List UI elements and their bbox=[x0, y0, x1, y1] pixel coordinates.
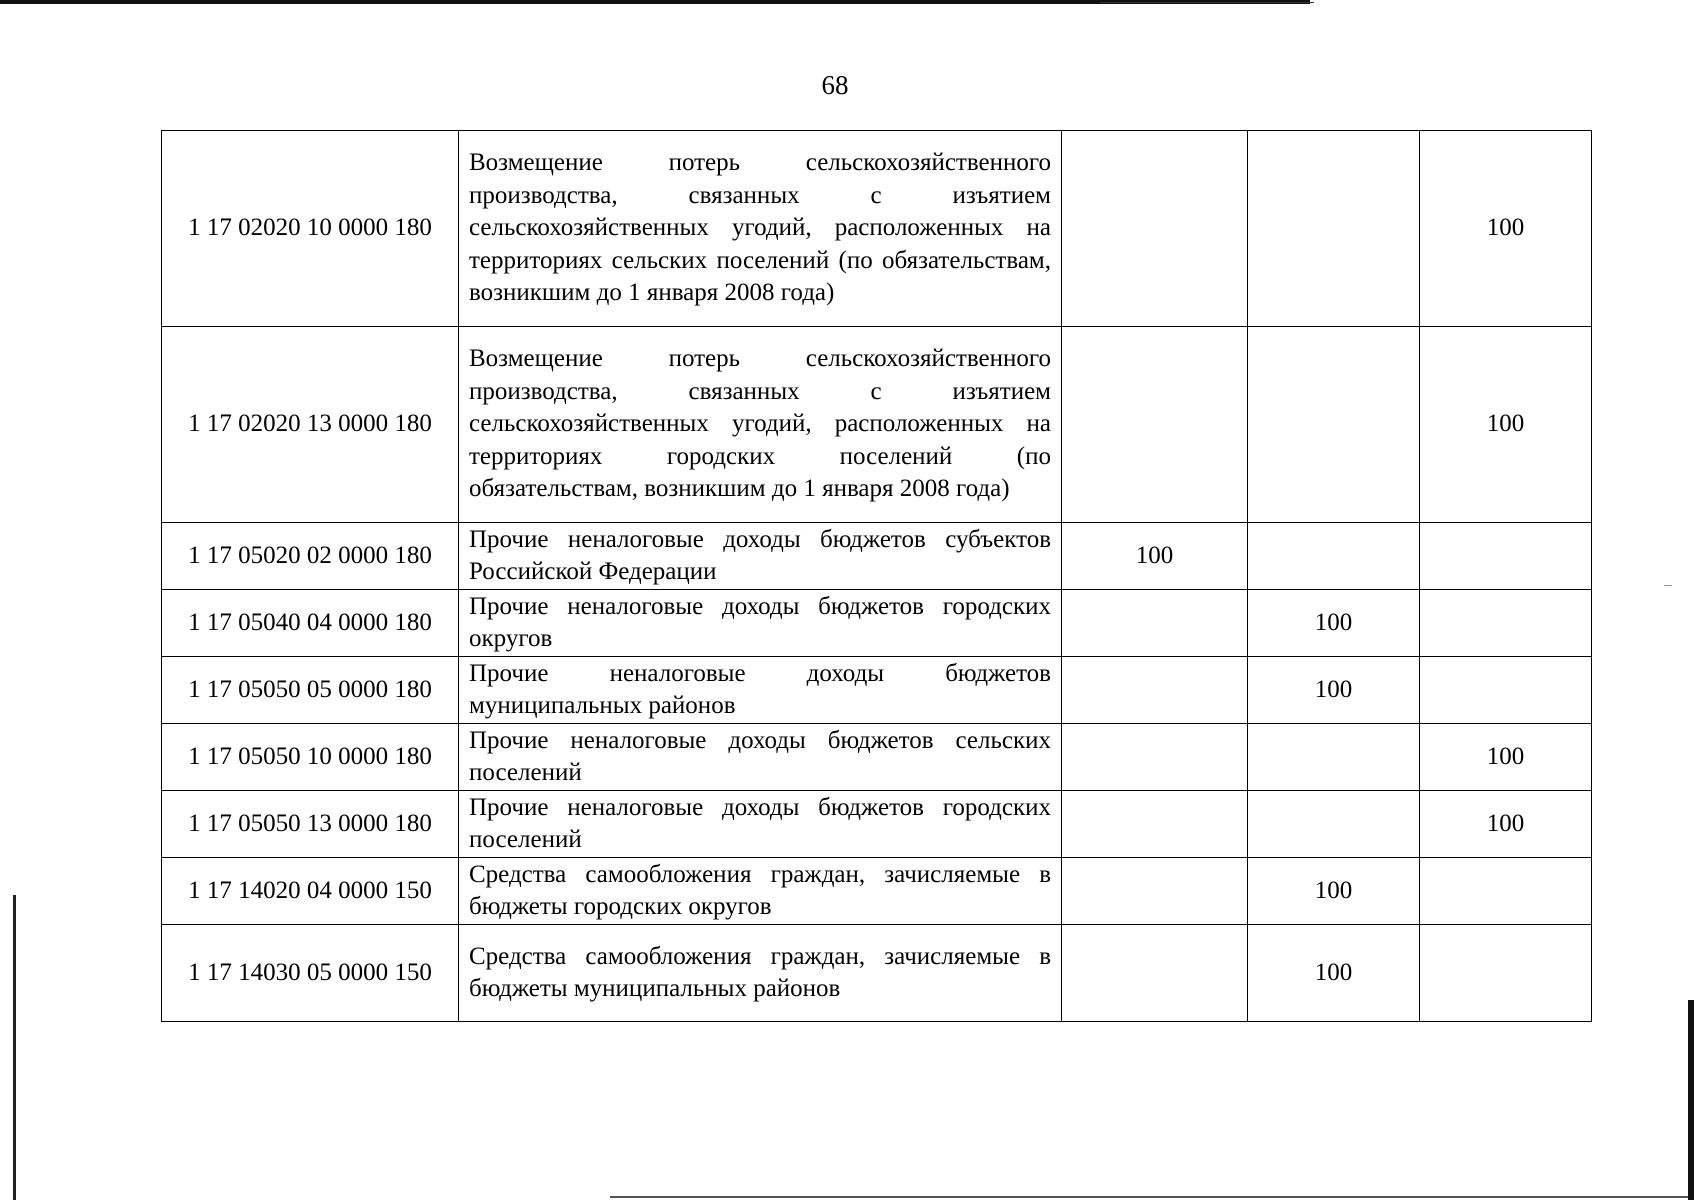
value-cell-2: 100 bbox=[1248, 925, 1420, 1022]
value-cell-1 bbox=[1062, 590, 1248, 657]
value-cell-2 bbox=[1248, 131, 1420, 327]
revenue-code: 1 17 02020 10 0000 180 bbox=[162, 131, 459, 327]
revenue-code: 1 17 14020 04 0000 150 bbox=[162, 858, 459, 925]
revenue-code: 1 17 05040 04 0000 180 bbox=[162, 590, 459, 657]
value-cell-3: 100 bbox=[1420, 724, 1592, 791]
value-cell-3: 100 bbox=[1420, 327, 1592, 523]
value-cell-3 bbox=[1420, 523, 1592, 590]
page-number: 68 bbox=[821, 70, 849, 100]
description-text: Прочие неналоговые доходы бюджетов субъектов Российской Федерации bbox=[469, 525, 1051, 585]
revenue-code: 1 17 05020 02 0000 180 bbox=[162, 523, 459, 590]
revenue-description bbox=[459, 590, 1062, 657]
revenue-description bbox=[459, 858, 1062, 925]
scan-edge-top-thin bbox=[1100, 2, 1314, 3]
revenue-description bbox=[459, 925, 1062, 1022]
value-cell-1 bbox=[1062, 657, 1248, 724]
value-cell-1 bbox=[1062, 858, 1248, 925]
table-row bbox=[162, 724, 1592, 791]
scan-artifact bbox=[1664, 585, 1672, 586]
value-cell-2: 100 bbox=[1248, 858, 1420, 925]
description-text: Средства самообложения граждан, зачисляемые в бюджеты городских округов bbox=[469, 860, 1051, 920]
description-text: Прочие неналоговые доходы бюджетов городских округов bbox=[469, 592, 1051, 652]
description-text: Возмещение потерь сельскохозяйственного производства, связанных с изъятием сельскохозяйственных угодий, расположенных на территориях сельских поселений (по обязательствам, возникшим до 1 января 2008 года) bbox=[469, 149, 1051, 307]
value-cell-2 bbox=[1248, 791, 1420, 858]
value-cell-2 bbox=[1248, 523, 1420, 590]
value-cell-3: 100 bbox=[1420, 791, 1592, 858]
scan-edge-left bbox=[13, 895, 16, 1200]
description-text: Прочие неналоговые доходы бюджетов городских поселений bbox=[469, 793, 1051, 853]
value-cell-2 bbox=[1248, 724, 1420, 791]
value-cell-3 bbox=[1420, 657, 1592, 724]
value-cell-3: 100 bbox=[1420, 131, 1592, 327]
table-row bbox=[162, 523, 1592, 590]
revenue-description bbox=[459, 657, 1062, 724]
revenue-table bbox=[161, 130, 1592, 1022]
value-cell-1 bbox=[1062, 791, 1248, 858]
value-cell-1: 100 bbox=[1062, 523, 1248, 590]
revenue-description bbox=[459, 131, 1062, 327]
value-cell-2: 100 bbox=[1248, 657, 1420, 724]
revenue-description bbox=[459, 791, 1062, 858]
table-row bbox=[162, 657, 1592, 724]
revenue-code: 1 17 05050 13 0000 180 bbox=[162, 791, 459, 858]
value-cell-3 bbox=[1420, 925, 1592, 1022]
table-row bbox=[162, 925, 1592, 1022]
value-cell-1 bbox=[1062, 925, 1248, 1022]
table-row bbox=[162, 131, 1592, 327]
scan-edge-bottom bbox=[610, 1196, 1694, 1198]
revenue-description bbox=[459, 523, 1062, 590]
table-row bbox=[162, 327, 1592, 523]
revenue-code: 1 17 02020 13 0000 180 bbox=[162, 327, 459, 523]
description-text: Средства самообложения граждан, зачисляемые в бюджеты муниципальных районов bbox=[469, 942, 1051, 1002]
value-cell-2: 100 bbox=[1248, 590, 1420, 657]
table-row bbox=[162, 791, 1592, 858]
value-cell-1 bbox=[1062, 327, 1248, 523]
value-cell-1 bbox=[1062, 131, 1248, 327]
description-text: Прочие неналоговые доходы бюджетов сельских поселений bbox=[469, 726, 1051, 786]
value-cell-2 bbox=[1248, 327, 1420, 523]
revenue-description bbox=[459, 724, 1062, 791]
value-cell-3 bbox=[1420, 590, 1592, 657]
description-text: Прочие неналоговые доходы бюджетов муниципальных районов bbox=[469, 659, 1051, 719]
value-cell-3 bbox=[1420, 858, 1592, 925]
scan-edge-right bbox=[1688, 1000, 1694, 1200]
revenue-code: 1 17 14030 05 0000 150 bbox=[162, 925, 459, 1022]
table-row bbox=[162, 858, 1592, 925]
revenue-code: 1 17 05050 05 0000 180 bbox=[162, 657, 459, 724]
description-text: Возмещение потерь сельскохозяйственного производства, связанных с изъятием сельскохозяйственных угодий, расположенных на территориях городских поселений (по обязательствам, возникшим до 1 января 2008 года) bbox=[469, 345, 1051, 503]
table-row bbox=[162, 590, 1592, 657]
revenue-code: 1 17 05050 10 0000 180 bbox=[162, 724, 459, 791]
revenue-description bbox=[459, 327, 1062, 523]
value-cell-1 bbox=[1062, 724, 1248, 791]
